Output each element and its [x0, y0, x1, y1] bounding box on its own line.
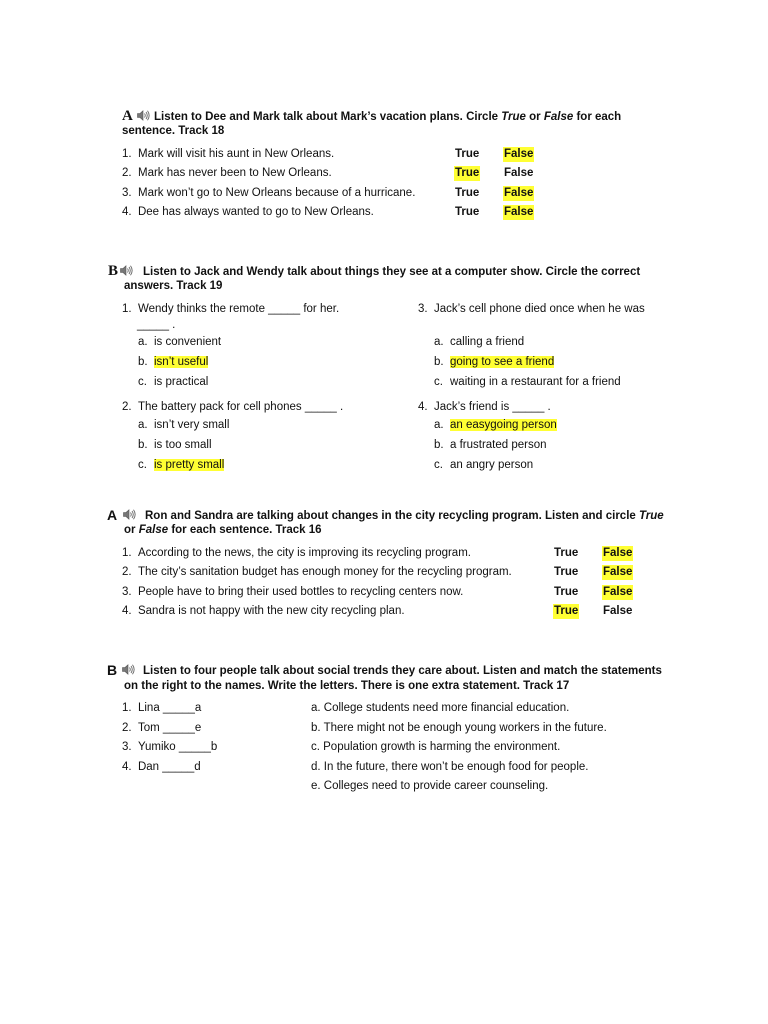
speaker-icon	[137, 110, 150, 121]
section-letter: A	[107, 507, 118, 523]
statement-option: a. College students need more financial education.	[311, 702, 570, 714]
answer-option[interactable]	[434, 374, 621, 390]
false-option[interactable]: False	[504, 148, 534, 160]
statement-text: According to the news, the city is improving its recycling program.	[137, 547, 471, 559]
answer-option[interactable]	[138, 417, 229, 433]
item-number: 1.	[122, 148, 132, 160]
false-option[interactable]: False	[603, 566, 633, 579]
statement-text: People have to bring their used bottles to recycling centers now.	[137, 585, 464, 598]
false-option[interactable]: False	[603, 547, 633, 559]
true-option[interactable]: True	[554, 547, 579, 559]
answer-option[interactable]	[434, 437, 547, 453]
answer-option[interactable]	[138, 457, 224, 473]
speaker-icon	[120, 265, 133, 276]
section-letter: B	[108, 263, 119, 279]
statement-option: e. Colleges need to provide career counseling.	[311, 780, 549, 792]
option-letter: b.	[138, 439, 148, 451]
speaker-icon	[123, 509, 136, 520]
option-text: waiting in a restaurant for a friend	[450, 376, 621, 388]
statement-row	[122, 545, 471, 561]
option-letter: b.	[434, 356, 444, 368]
item-number: 3.	[122, 186, 132, 199]
statement-row	[122, 146, 334, 162]
name-row	[122, 759, 201, 775]
question-3: 3. Jack’s cell phone died once when he was	[418, 303, 645, 315]
option-text: is convenient	[154, 336, 222, 348]
option-letter: b.	[434, 439, 444, 451]
name-row	[122, 720, 201, 736]
option-text: is too small	[154, 439, 212, 451]
option-letter: a.	[434, 419, 444, 431]
option-letter: b.	[138, 356, 148, 368]
section-instruction-line2: on the right to the names. Write the letters. There is one extra statement. Track 17	[124, 680, 570, 692]
statement-row	[122, 564, 512, 580]
option-text: is pretty small	[154, 459, 225, 471]
item-number: 4.	[122, 604, 132, 617]
item-number: 1.	[122, 702, 132, 714]
name-answer[interactable]: Dan _____d	[137, 760, 201, 773]
option-letter: a.	[434, 336, 444, 348]
answer-option[interactable]	[434, 457, 533, 473]
statement-text: Mark won’t go to New Orleans because of a hurricane.	[137, 186, 416, 199]
option-text: calling a friend	[450, 336, 525, 348]
section-instruction: Ron and Sandra are talking about changes in the city recycling program. Listen and circle True	[145, 510, 664, 522]
name-answer[interactable]: Yumiko _____b	[137, 741, 218, 753]
answer-option[interactable]	[138, 334, 221, 350]
question-2: 2. The battery pack for cell phones _____ .	[122, 401, 344, 413]
item-number: 3.	[122, 585, 132, 598]
statement-row	[122, 185, 415, 201]
question-1: 1. Wendy thinks the remote _____ for her.	[122, 303, 340, 315]
true-option[interactable]: True	[455, 205, 480, 218]
true-option[interactable]: True	[455, 186, 480, 199]
section-letter: A	[122, 108, 133, 124]
statement-text: Dee has always wanted to go to New Orleans.	[137, 205, 374, 218]
statement-option: b. There might not be enough young workers in the future.	[311, 721, 607, 734]
answer-option[interactable]	[138, 354, 208, 370]
answer-option[interactable]	[434, 334, 524, 350]
name-row	[122, 700, 201, 716]
option-letter: a.	[138, 336, 148, 348]
true-option[interactable]: True	[455, 148, 480, 160]
section-instruction-line2: sentence. Track 18	[122, 125, 225, 137]
section-instruction: Listen to Jack and Wendy talk about things they see at a computer show. Circle the correct	[143, 266, 641, 278]
item-number: 2.	[122, 721, 132, 734]
statement-row	[122, 584, 463, 600]
option-text: an angry person	[450, 459, 534, 471]
item-number: 1.	[122, 547, 132, 559]
question-1-line2: _____ .	[137, 319, 176, 331]
answer-option[interactable]	[138, 437, 212, 453]
option-letter: c.	[138, 459, 147, 471]
answer-option[interactable]	[138, 374, 208, 390]
item-number: 4.	[122, 760, 132, 773]
option-text: isn’t useful	[154, 356, 209, 368]
name-row	[122, 739, 217, 755]
option-text: an easygoing person	[450, 419, 557, 431]
option-letter: a.	[138, 419, 148, 431]
option-text: isn’t very small	[154, 419, 230, 431]
answer-option[interactable]	[434, 354, 554, 370]
option-text: going to see a friend	[450, 356, 555, 368]
false-option[interactable]: False	[603, 604, 633, 617]
item-number: 2.	[122, 566, 132, 579]
true-option[interactable]: True	[455, 167, 480, 180]
true-option[interactable]: True	[554, 566, 579, 579]
statement-row	[122, 204, 374, 220]
false-option[interactable]: False	[603, 585, 633, 598]
statement-text: Sandra is not happy with the new city recycling plan.	[137, 604, 405, 617]
true-option[interactable]: True	[554, 604, 579, 617]
item-number: 2.	[122, 167, 132, 180]
option-letter: c.	[434, 376, 443, 388]
item-number: 3.	[122, 741, 132, 753]
question-4: 4. Jack’s friend is _____ .	[418, 401, 551, 413]
statement-row	[122, 165, 332, 181]
answer-option[interactable]	[434, 417, 557, 433]
speaker-icon	[122, 664, 135, 675]
statement-row	[122, 603, 405, 619]
option-text: is practical	[154, 376, 209, 388]
section-letter: B	[107, 662, 118, 678]
false-option[interactable]: False	[504, 186, 534, 199]
statement-option: c. Population growth is harming the environment.	[311, 741, 561, 753]
section-instruction: Listen to Dee and Mark talk about Mark’s vacation plans. Circle True or False for each	[154, 111, 622, 123]
section-instruction: Listen to four people talk about social trends they care about. Listen and match the statements	[143, 665, 662, 677]
true-option[interactable]: True	[554, 585, 579, 598]
statement-text: Mark has never been to New Orleans.	[137, 167, 332, 180]
name-answer[interactable]: Tom _____e	[137, 721, 202, 734]
option-text: a frustrated person	[450, 439, 547, 451]
statement-text: Mark will visit his aunt in New Orleans.	[137, 148, 335, 160]
section-instruction-line2: or False for each sentence. Track 16	[124, 524, 322, 536]
statement-option: d. In the future, there won’t be enough food for people.	[311, 760, 589, 773]
name-answer[interactable]: Lina _____a	[137, 702, 202, 714]
false-option[interactable]: False	[504, 167, 534, 180]
false-option[interactable]: False	[504, 205, 534, 218]
option-letter: c.	[434, 459, 443, 471]
statement-text: The city’s sanitation budget has enough money for the recycling program.	[137, 566, 512, 579]
item-number: 4.	[122, 205, 132, 218]
section-instruction-line2: answers. Track 19	[124, 280, 223, 292]
option-letter: c.	[138, 376, 147, 388]
